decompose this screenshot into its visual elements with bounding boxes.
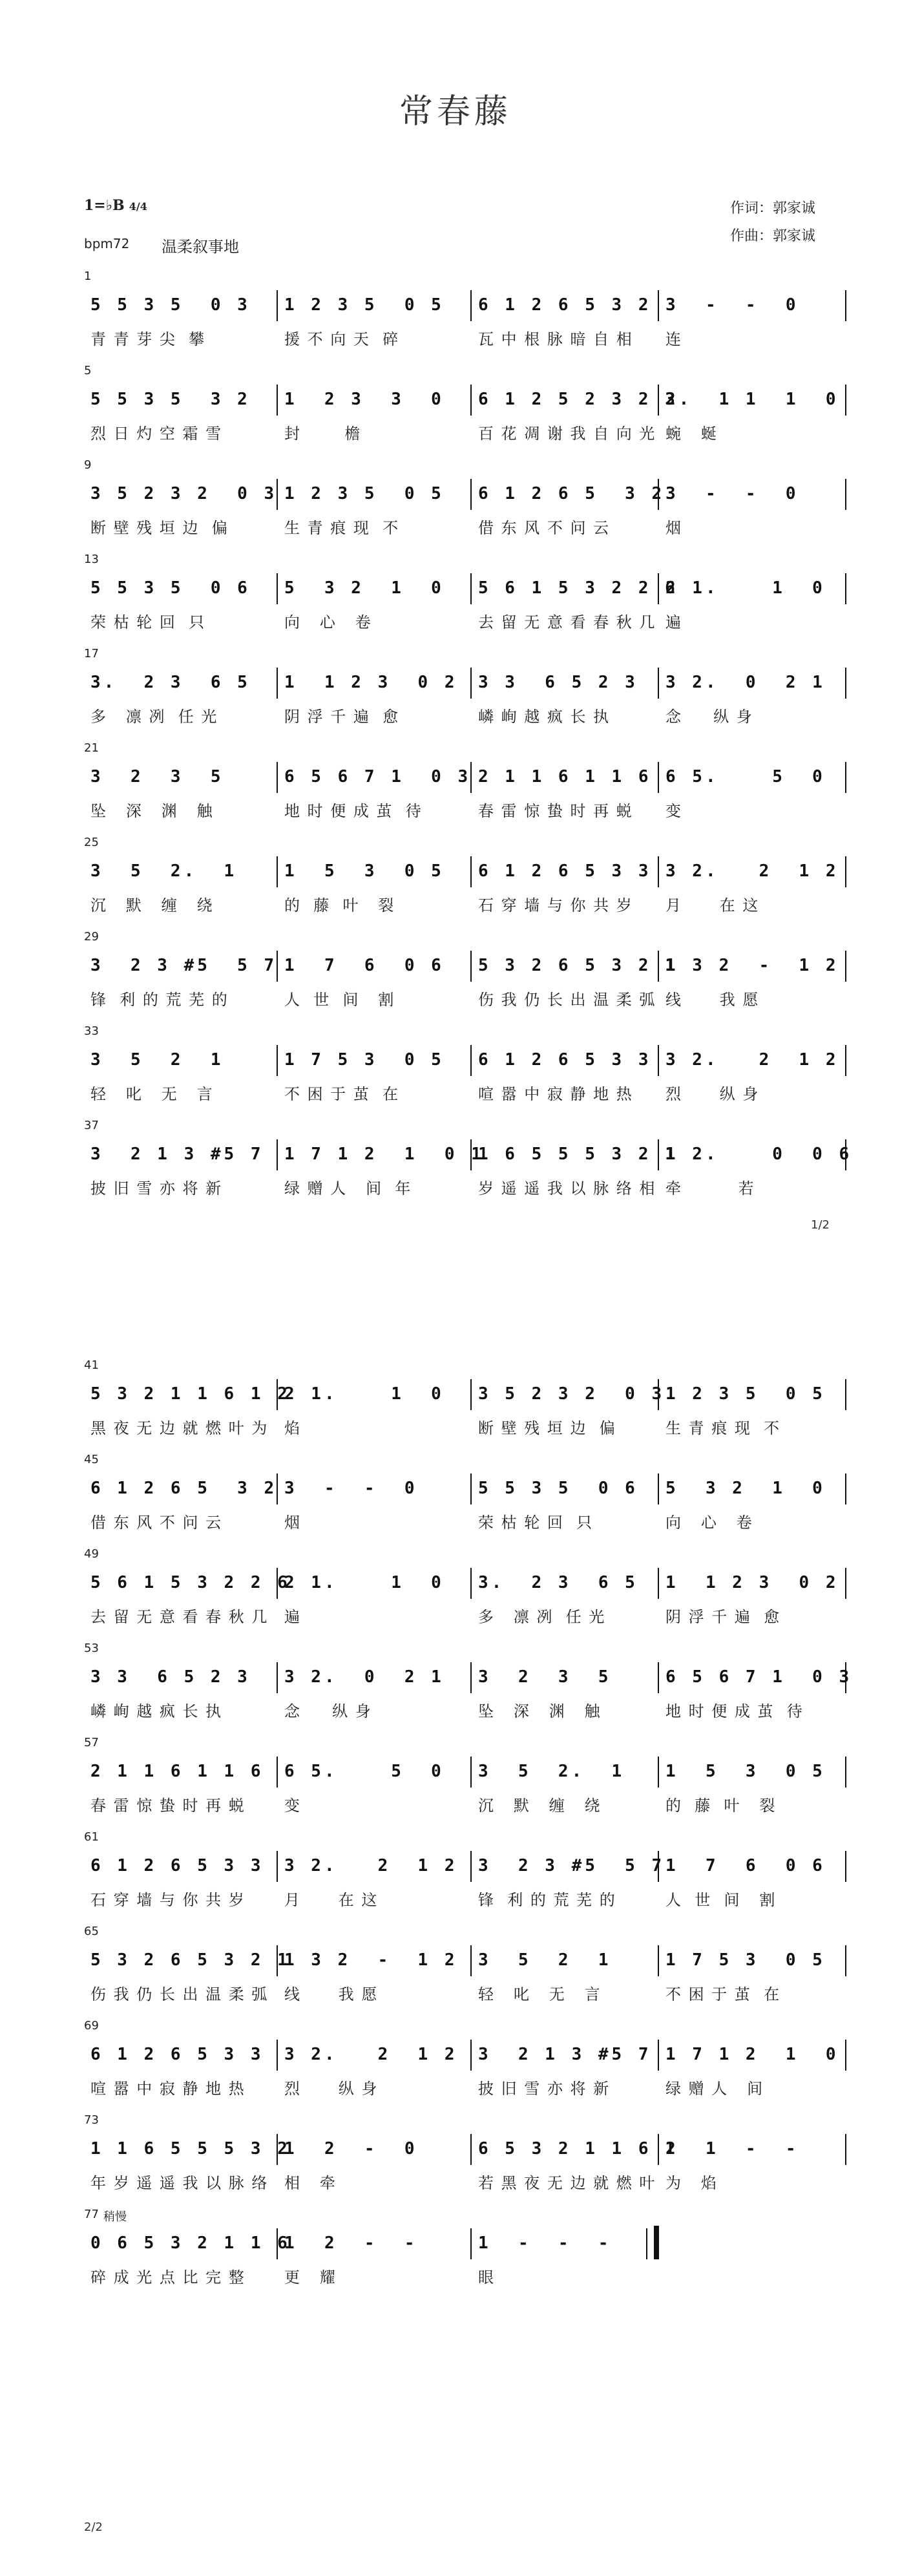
bar-line bbox=[277, 290, 278, 321]
bar-line bbox=[845, 1757, 846, 1788]
lyric-text: 沉 默 缠 绕 bbox=[478, 1797, 602, 1815]
measure-notes: 6 1 2 6 5 3 3 bbox=[478, 861, 652, 881]
lyric-text: 轻 叱 无 言 bbox=[478, 1985, 602, 2003]
lyric-text: 相 牵 bbox=[284, 2174, 337, 2192]
measure-notes: 2 1 - - bbox=[665, 2139, 799, 2159]
lyric-text: 石 穿 墙 与 你 共 岁 bbox=[90, 1891, 246, 1909]
lyric-text: 连 bbox=[665, 330, 682, 348]
lyric-text: 阴 浮 千 遍 愈 bbox=[284, 708, 400, 726]
bar-line bbox=[470, 668, 472, 699]
measure-notes: 1 2 - 0 bbox=[284, 2139, 418, 2159]
bar-line bbox=[646, 2228, 647, 2259]
measure-number: 49 bbox=[84, 1547, 99, 1561]
measure-number: 5 bbox=[84, 364, 92, 377]
measure-notes: 6 1 2 6 5 3 3 bbox=[90, 2045, 264, 2064]
bar-line bbox=[470, 1379, 472, 1410]
measure-notes: 3 2. 2 1 2 bbox=[665, 861, 839, 881]
page-number-2: 2/2 bbox=[84, 2520, 103, 2534]
lyric-text: 春 雷 惊 蛰 时 再 蜕 bbox=[90, 1797, 246, 1815]
bar-line bbox=[470, 290, 472, 321]
bar-line bbox=[470, 1662, 472, 1693]
score-line bbox=[84, 1830, 846, 1909]
bar-line bbox=[470, 2134, 472, 2165]
measure-notes: 2 1. 1 0 bbox=[665, 578, 826, 598]
lyric-text: 披 旧 雪 亦 将 新 bbox=[478, 2080, 611, 2098]
lyric-text: 借 东 风 不 问 云 bbox=[478, 519, 611, 537]
lyric-text: 荣 枯 轮 回 只 bbox=[90, 613, 206, 631]
lyric-text: 援 不 向 天 碎 bbox=[284, 330, 400, 348]
lyric-text: 轻 叱 无 言 bbox=[90, 1085, 214, 1103]
lyric-text: 喧 嚣 中 寂 静 地 热 bbox=[478, 1085, 633, 1103]
lyricist: 作词：郭家诚 bbox=[730, 200, 816, 216]
lyric-text: 念 纵 身 bbox=[665, 708, 753, 726]
measure-notes: 6 5 3 2 1 1 6 1 bbox=[478, 2139, 678, 2159]
lyric-text: 不 困 于 茧 在 bbox=[284, 1085, 400, 1103]
bar-line bbox=[277, 2040, 278, 2071]
lyric-text: 百 花 凋 谢 我 自 向 光 bbox=[478, 425, 656, 443]
measure-notes: 3 2. 2 1 2 bbox=[284, 2045, 458, 2064]
lyric-text: 线 我 愿 bbox=[665, 991, 760, 1009]
score-line bbox=[84, 2113, 846, 2192]
bar-line bbox=[845, 1473, 846, 1504]
bar-line bbox=[470, 1945, 472, 1976]
measure-notes: 3 2 3 #5 5 7 bbox=[90, 956, 278, 975]
measure-notes: 3 5 2. 1 bbox=[478, 1762, 625, 1781]
lyric-text: 烈 纵 身 bbox=[284, 2080, 379, 2098]
lyric-text: 线 我 愿 bbox=[284, 1985, 379, 2003]
bar-line bbox=[845, 573, 846, 604]
tempo-change-mark: 稍慢 bbox=[103, 2210, 127, 2224]
key-label: 1=♭B bbox=[84, 197, 125, 214]
bar-line bbox=[658, 762, 659, 793]
lyric-text: 更 耀 bbox=[284, 2268, 337, 2286]
bar-line bbox=[470, 1473, 472, 1504]
composer: 作曲：郭家诚 bbox=[730, 228, 816, 244]
lyric-text: 牵 若 bbox=[665, 1179, 755, 1198]
bar-line bbox=[845, 2040, 846, 2071]
measure-number: 37 bbox=[84, 1119, 99, 1132]
bar-line bbox=[277, 856, 278, 887]
measure-notes: 3 5 2 3 2 0 3 bbox=[90, 484, 278, 503]
measure-notes: 3 - - 0 bbox=[284, 1479, 418, 1498]
measure-notes: 3 3 6 5 2 3 bbox=[478, 673, 638, 692]
lyric-text: 生 青 痕 现 不 bbox=[665, 1419, 781, 1437]
measure-notes: 1 7 1 2 1 0 bbox=[665, 2045, 839, 2064]
lyric-text: 披 旧 雪 亦 将 新 bbox=[90, 1179, 223, 1198]
measure-number: 53 bbox=[84, 1642, 99, 1655]
bar-line bbox=[277, 573, 278, 604]
measure-number: 65 bbox=[84, 1925, 99, 1938]
song-title: 常春藤 bbox=[399, 92, 512, 131]
bar-line bbox=[658, 856, 659, 887]
score-line bbox=[84, 269, 846, 348]
bar-line bbox=[277, 1851, 278, 1882]
measure-number: 73 bbox=[84, 2113, 99, 2127]
score-line bbox=[84, 1925, 846, 2003]
measure-notes: 1 7 6 0 6 bbox=[665, 1856, 826, 1875]
score-line bbox=[84, 1453, 846, 1532]
lyric-text: 烈 日 灼 空 霜 雪 bbox=[90, 425, 223, 443]
measure-notes: 1 1 2 3 0 2 bbox=[665, 1573, 839, 1592]
bar-line bbox=[277, 668, 278, 699]
bar-line bbox=[470, 479, 472, 510]
measure-notes: 6 5 6 7 1 0 3 bbox=[284, 767, 472, 787]
bar-line bbox=[277, 385, 278, 416]
measure-notes: 1 2 3 5 0 5 bbox=[665, 1384, 826, 1404]
lyric-text: 坠 深 渊 触 bbox=[90, 802, 214, 820]
measure-notes: 6 1 2 5 2 3 2 3 bbox=[478, 390, 678, 409]
measure-notes: 3 5 2 3 2 0 3 bbox=[478, 1384, 665, 1404]
score-line bbox=[84, 458, 846, 537]
bar-line bbox=[277, 1139, 278, 1170]
measure-notes: 5 5 3 5 0 3 bbox=[90, 295, 251, 315]
lyric-text: 阴 浮 千 遍 愈 bbox=[665, 1608, 781, 1626]
measure-notes: 6 1 2 6 5 3 2 bbox=[478, 295, 652, 315]
measure-notes: 3 5 2 1 bbox=[90, 1050, 224, 1070]
lyric-text: 锋 利 的 荒 芜 的 bbox=[478, 1891, 616, 1909]
lyric-text: 月 在 这 bbox=[665, 896, 760, 914]
lyric-text: 断 壁 残 垣 边 偏 bbox=[478, 1419, 616, 1437]
score-line bbox=[84, 2019, 846, 2098]
measure-notes: 1 6 5 5 5 3 2 1 bbox=[478, 1145, 678, 1164]
lyric-text: 烟 bbox=[665, 519, 682, 537]
measure-number: 13 bbox=[84, 553, 99, 566]
measure-notes: 6 5. 5 0 bbox=[284, 1762, 445, 1781]
bar-line bbox=[470, 1851, 472, 1882]
measure-notes: 5 3 2 6 5 3 2 1 bbox=[478, 956, 678, 975]
lyric-text: 喧 嚣 中 寂 静 地 热 bbox=[90, 2080, 246, 2098]
measure-notes: 6 1 2 6 5 3 3 bbox=[478, 1050, 652, 1070]
measure-notes: 2 1 1 6 1 1 6 bbox=[90, 1762, 264, 1781]
tempo-bpm: bpm72 bbox=[84, 236, 130, 251]
bar-line bbox=[470, 2040, 472, 2071]
lyric-text: 去 留 无 意 看 春 秋 几 bbox=[90, 1608, 269, 1626]
measure-notes: 5 6 1 5 3 2 2 6 bbox=[90, 1573, 291, 1592]
measure-notes: 5 3 2 6 5 3 2 1 bbox=[90, 1950, 291, 1970]
lyric-text: 绿 赠 人 间 年 bbox=[284, 1179, 412, 1198]
bar-line bbox=[845, 2134, 846, 2165]
bar-line bbox=[470, 1757, 472, 1788]
measure-notes: 5 5 3 5 0 6 bbox=[90, 578, 251, 598]
bar-line bbox=[845, 668, 846, 699]
bar-line bbox=[470, 385, 472, 416]
measure-number: 1 bbox=[84, 269, 92, 283]
measure-notes: 1 2 3 5 0 5 bbox=[284, 484, 445, 503]
lyric-text: 断 壁 残 垣 边 偏 bbox=[90, 519, 229, 537]
bar-line bbox=[658, 1045, 659, 1076]
measure-number: 29 bbox=[84, 930, 99, 944]
measure-notes: 3 2. 0 2 1 bbox=[665, 673, 826, 692]
measure-notes: 6 1 2 6 5 3 3 bbox=[90, 1856, 264, 1875]
measure-notes: 3 2 3 #5 5 7 bbox=[478, 1856, 665, 1875]
measure-notes: 5 3 2 1 0 bbox=[284, 578, 445, 598]
bar-line bbox=[658, 1945, 659, 1976]
measure-notes: 1 7 6 0 6 bbox=[284, 956, 445, 975]
measure-number: 61 bbox=[84, 1830, 99, 1844]
measure-notes: 2 1 1 6 1 1 6 bbox=[478, 767, 652, 787]
measure-notes: 6 5 6 7 1 0 3 bbox=[665, 1667, 853, 1687]
lyric-text: 不 困 于 茧 在 bbox=[665, 1985, 781, 2003]
lyric-text: 瓦 中 根 脉 暗 自 相 bbox=[478, 330, 633, 348]
bar-line bbox=[470, 1045, 472, 1076]
bar-line bbox=[658, 290, 659, 321]
measure-notes: 5 3 2 1 0 bbox=[665, 1479, 826, 1498]
measure-number: 33 bbox=[84, 1024, 99, 1038]
measure-notes: 5 3 2 1 1 6 1 2 bbox=[90, 1384, 291, 1404]
lyric-text: 多 凛 冽 任 光 bbox=[90, 708, 218, 726]
bar-line bbox=[845, 762, 846, 793]
lyric-text: 嶙 峋 越 疯 长 执 bbox=[478, 708, 611, 726]
score-line bbox=[84, 647, 846, 726]
bar-line bbox=[277, 1045, 278, 1076]
lyric-text: 变 bbox=[284, 1797, 301, 1815]
expression-mark: 温柔叙事地 bbox=[162, 238, 239, 256]
measure-number: 17 bbox=[84, 647, 99, 660]
lyric-text: 春 雷 惊 蛰 时 再 蜕 bbox=[478, 802, 633, 820]
score-line bbox=[84, 1547, 846, 1626]
measure-notes: 3 2. 2 1 2 bbox=[665, 1050, 839, 1070]
measure-notes: 5 6 1 5 3 2 2 6 bbox=[478, 578, 678, 598]
time-signature: 4/4 bbox=[129, 200, 147, 213]
lyric-text: 嶙 峋 越 疯 长 执 bbox=[90, 1702, 223, 1720]
measure-notes: 0 6 5 3 2 1 1 6 bbox=[90, 2233, 291, 2253]
measure-notes: 3 - - 0 bbox=[665, 295, 799, 315]
bar-line bbox=[470, 2228, 472, 2259]
page-number-1: 1/2 bbox=[811, 1218, 830, 1232]
bar-line bbox=[658, 1568, 659, 1599]
bar-line bbox=[658, 1662, 659, 1693]
score-line bbox=[84, 741, 846, 820]
measure-notes: 3. 2 3 6 5 bbox=[90, 673, 251, 692]
lyric-text: 锋 利 的 荒 芜 的 bbox=[90, 991, 229, 1009]
lyric-text: 烟 bbox=[284, 1514, 301, 1532]
score-line bbox=[84, 1736, 846, 1815]
lyric-text: 青 青 芽 尖 攀 bbox=[90, 330, 206, 348]
measure-notes: 3 2 1 3 #5 7 bbox=[478, 2045, 652, 2064]
bar-line bbox=[845, 385, 846, 416]
bar-line bbox=[845, 951, 846, 982]
bar-line bbox=[658, 2040, 659, 2071]
measure-notes: 1 2 3 5 0 5 bbox=[284, 295, 445, 315]
lyric-text: 去 留 无 意 看 春 秋 几 bbox=[478, 613, 656, 631]
measure-notes: 2 1. 1 0 bbox=[284, 1384, 445, 1404]
measure-notes: 6 1 2 6 5 3 2 bbox=[478, 484, 665, 503]
lyric-text: 伤 我 仍 长 出 温 柔 弧 bbox=[478, 991, 656, 1009]
bar-line bbox=[845, 479, 846, 510]
lyric-text: 封 檐 bbox=[284, 425, 362, 443]
measure-number: 45 bbox=[84, 1453, 99, 1466]
score-line bbox=[84, 553, 846, 631]
measure-notes: 3 5 2 1 bbox=[478, 1950, 612, 1970]
measure-notes: 1 - - - bbox=[478, 2233, 612, 2253]
measure-notes: 1 3 2 - 1 2 bbox=[284, 1950, 458, 1970]
final-bar-line bbox=[654, 2226, 659, 2259]
measure-notes: 1 7 1 2 1 0 1 bbox=[284, 1145, 485, 1164]
lyric-text: 石 穿 墙 与 你 共 岁 bbox=[478, 896, 633, 914]
lyric-text: 蜿 蜒 bbox=[665, 425, 718, 443]
bar-line bbox=[470, 856, 472, 887]
lyric-text: 念 纵 身 bbox=[284, 1702, 372, 1720]
measure-number: 25 bbox=[84, 836, 99, 849]
measure-number: 69 bbox=[84, 2019, 99, 2032]
lyric-text: 若 黑 夜 无 边 就 燃 叶 bbox=[478, 2174, 656, 2192]
lyric-text: 借 东 风 不 问 云 bbox=[90, 1514, 223, 1532]
lyric-text: 荣 枯 轮 回 只 bbox=[478, 1514, 594, 1532]
lyric-text: 烈 纵 身 bbox=[665, 1085, 760, 1103]
bar-line bbox=[845, 1045, 846, 1076]
lyric-text: 沉 默 缠 绕 bbox=[90, 896, 214, 914]
lyric-text: 绿 赠 人 间 bbox=[665, 2080, 764, 2098]
lyric-text: 人 世 间 割 bbox=[284, 991, 395, 1009]
measure-notes: 1 3 2 - 1 2 bbox=[665, 956, 839, 975]
bar-line bbox=[845, 1379, 846, 1410]
measure-notes: 2. 1 1 1 0 bbox=[665, 390, 839, 409]
bar-line bbox=[470, 951, 472, 982]
lyric-text: 的 藤 叶 裂 bbox=[665, 1797, 777, 1815]
bar-line bbox=[658, 1473, 659, 1504]
lyric-text: 岁 遥 遥 我 以 脉 络 相 bbox=[478, 1179, 656, 1198]
measure-notes: 2 1. 1 0 bbox=[284, 1573, 445, 1592]
lyric-text: 人 世 间 割 bbox=[665, 1891, 777, 1909]
measure-notes: 1 1 2 3 0 2 bbox=[284, 673, 458, 692]
lyric-text: 为 焰 bbox=[665, 2174, 718, 2192]
measure-notes: 3. 2 3 6 5 bbox=[478, 1573, 638, 1592]
lyric-text: 地 时 便 成 茧 待 bbox=[284, 802, 423, 820]
bar-line bbox=[845, 290, 846, 321]
measure-notes: 1 2 - - bbox=[284, 2233, 418, 2253]
lyric-text: 焰 bbox=[284, 1419, 301, 1437]
measure-notes: 3 2 3 5 bbox=[90, 767, 224, 787]
measure-notes: 3 2. 2 1 2 bbox=[284, 1856, 458, 1875]
measure-notes: 3 5 2. 1 bbox=[90, 861, 238, 881]
bar-line bbox=[277, 1757, 278, 1788]
lyric-text: 碎 成 光 点 比 完 整 bbox=[90, 2268, 246, 2286]
bar-line bbox=[277, 762, 278, 793]
score-line bbox=[84, 1642, 853, 1720]
measure-notes: 6 1 2 6 5 3 2 bbox=[90, 1479, 278, 1498]
measure-number: 57 bbox=[84, 1736, 99, 1749]
score-line bbox=[84, 1119, 853, 1198]
measure-notes: 3 2 3 5 bbox=[478, 1667, 612, 1687]
measure-notes: 1 7 5 3 0 5 bbox=[665, 1950, 826, 1970]
bar-line bbox=[470, 573, 472, 604]
measure-number: 9 bbox=[84, 458, 92, 472]
lyric-text: 变 bbox=[665, 802, 682, 820]
measure-notes: 3 - - 0 bbox=[665, 484, 799, 503]
measure-notes: 1 5 3 0 5 bbox=[284, 861, 445, 881]
bar-line bbox=[845, 1568, 846, 1599]
measure-notes: 1 5 3 0 5 bbox=[665, 1762, 826, 1781]
lyric-text: 遍 bbox=[284, 1608, 301, 1626]
measure-number: 77 bbox=[84, 2208, 99, 2221]
score-line bbox=[84, 836, 846, 914]
bar-line bbox=[277, 1662, 278, 1693]
lyric-text: 年 岁 遥 遥 我 以 脉 络 bbox=[90, 2174, 269, 2192]
measure-notes: 5 5 3 5 3 2 bbox=[90, 390, 251, 409]
bar-line bbox=[845, 1945, 846, 1976]
lyric-text: 多 凛 冽 任 光 bbox=[478, 1608, 606, 1626]
lyric-text: 月 在 这 bbox=[284, 1891, 379, 1909]
bar-line bbox=[470, 1568, 472, 1599]
lyric-text: 地 时 便 成 茧 待 bbox=[665, 1702, 804, 1720]
measure-notes: 3 2 1 3 #5 7 bbox=[90, 1145, 264, 1164]
score-line bbox=[84, 2208, 846, 2286]
score-line bbox=[84, 1358, 846, 1437]
score-line bbox=[84, 1024, 846, 1103]
measure-notes: 1 7 5 3 0 5 bbox=[284, 1050, 445, 1070]
bar-line bbox=[845, 1851, 846, 1882]
measure-number: 41 bbox=[84, 1358, 99, 1372]
lyric-text: 坠 深 渊 触 bbox=[478, 1702, 602, 1720]
lyric-text: 向 心 卷 bbox=[665, 1514, 753, 1532]
lyric-text: 遍 bbox=[665, 613, 682, 631]
measure-notes: 1 2 3 3 0 bbox=[284, 390, 445, 409]
lyric-text: 生 青 痕 现 不 bbox=[284, 519, 400, 537]
measure-notes: 1 2. 0 0 6 bbox=[665, 1145, 853, 1164]
measure-notes: 3 3 6 5 2 3 bbox=[90, 1667, 251, 1687]
measure-notes: 3 2. 0 2 1 bbox=[284, 1667, 445, 1687]
lyric-text: 眼 bbox=[478, 2268, 495, 2286]
lyric-text: 黑 夜 无 边 就 燃 叶 为 bbox=[90, 1419, 269, 1437]
bar-line bbox=[845, 856, 846, 887]
score-line bbox=[84, 364, 846, 443]
lyric-text: 伤 我 仍 长 出 温 柔 弧 bbox=[90, 1985, 269, 2003]
score-line bbox=[84, 930, 846, 1009]
key-signature bbox=[84, 197, 147, 214]
measure-number: 21 bbox=[84, 741, 99, 755]
bar-line bbox=[658, 1757, 659, 1788]
measure-notes: 1 1 6 5 5 5 3 2 bbox=[90, 2139, 291, 2159]
measure-notes: 5 5 3 5 0 6 bbox=[478, 1479, 638, 1498]
measure-notes: 6 5. 5 0 bbox=[665, 767, 826, 787]
bar-line bbox=[658, 668, 659, 699]
lyric-text: 的 藤 叶 裂 bbox=[284, 896, 395, 914]
lyric-text: 向 心 卷 bbox=[284, 613, 372, 631]
